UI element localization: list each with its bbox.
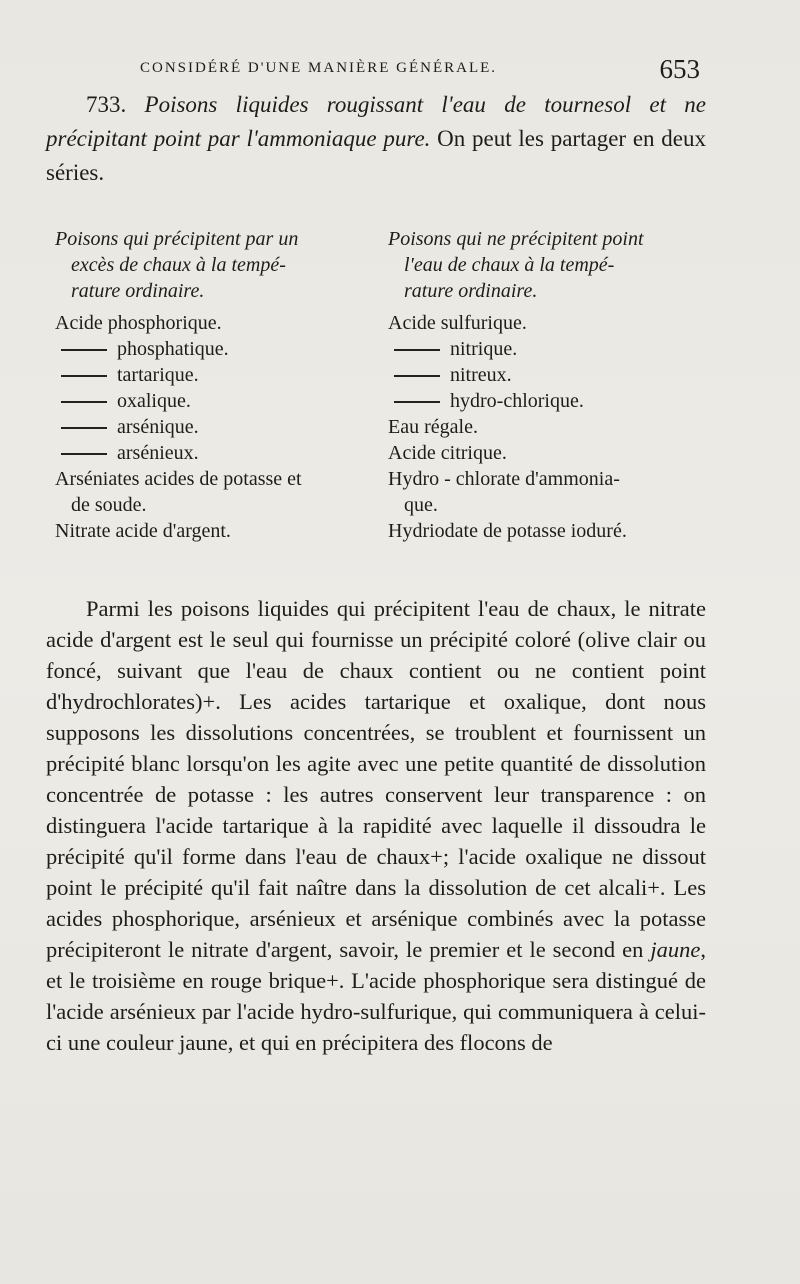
- ditto-dash: [61, 401, 107, 403]
- right-column-list: [388, 310, 706, 544]
- list-item: arsénique.: [55, 414, 373, 440]
- ditto-dash: [61, 375, 107, 377]
- ditto-dash: [394, 375, 440, 377]
- list-item: Acide phosphorique.: [55, 312, 222, 334]
- body-text: [46, 593, 706, 1058]
- section-lead: [46, 88, 706, 190]
- page-number: 653: [659, 54, 700, 84]
- section-number: 733.: [86, 92, 127, 117]
- list-item: phosphatique.: [55, 336, 373, 362]
- list-item: oxalique.: [55, 388, 373, 414]
- list-item: arsénieux.: [55, 440, 373, 466]
- ditto-dash: [61, 427, 107, 429]
- ditto-dash: [394, 349, 440, 351]
- section-intro: On peut les partager en deux séries.: [46, 126, 707, 185]
- ditto-dash: [61, 453, 107, 455]
- right-column: [388, 226, 706, 544]
- ditto-dash: [394, 401, 440, 403]
- list-item: nitreux.: [388, 362, 706, 388]
- list-item: Arséniates acides de potasse et de soude.: [55, 468, 302, 516]
- section-title: Poisons liquides rougissant l'eau de tournesol et ne précipitant point par l'ammoniaque pure.: [46, 92, 706, 151]
- list-item: Nitrate acide d'argent.: [55, 520, 231, 542]
- right-column-heading: Poisons qui ne précipitent point l'eau de chaux à la tempé- rature ordinaire.: [388, 228, 644, 302]
- list-item: hydro-chlorique.: [388, 388, 706, 414]
- list-item: nitrique.: [388, 336, 706, 362]
- running-head: CONSIDÉRÉ D'UNE MANIÈRE GÉNÉRALE.: [140, 60, 498, 76]
- list-item: Acide citrique.: [388, 442, 507, 464]
- list-item: tartarique.: [55, 362, 373, 388]
- ditto-dash: [61, 349, 107, 351]
- paragraph: Parmi les poisons liquides qui précipitent l'eau de chaux, le nitrate acide d'argent est le seul qui fournisse un précipité coloré (olive clair ou foncé, suivant que l'eau de chaux contient ou ne contient point d'hydrochlorates)+. Les acides tartarique et oxalique, dont nous supposons les dissolutions concentrées, se troublent et fournissent un précipité blanc lorsqu'on les agite avec une petite quantité de dissolution concentrée de potasse : les autres conservent leur transparence : on distinguera l'acide tartarique à la rapidité avec laquelle il dissoudra le précipité qu'il forme dans l'eau de chaux+; l'acide oxalique ne dissout point le précipité qu'il fait naître dans la dissolution de cet alcali+. Les acides phosphorique, arsénieux et arsénique combinés avec la potasse précipiteront le nitrate d'argent, savoir, le premier et le second en jaune, et le troisième en rouge brique+. L'acide phosphorique sera distingué de l'acide arsénieux par l'acide hydro-sulfurique, qui communiquera à celui-ci une couleur jaune, et qui en précipitera des flocons de: [46, 596, 707, 1055]
- left-column: [55, 226, 373, 544]
- list-item: Hydro - chlorate d'ammonia- que.: [388, 468, 620, 516]
- two-column-list: [55, 226, 705, 571]
- page-header: [140, 56, 700, 86]
- left-column-list: [55, 310, 373, 544]
- list-item: Hydriodate de potasse ioduré.: [388, 520, 627, 542]
- list-item: Eau régale.: [388, 416, 478, 438]
- list-item: Acide sulfurique.: [388, 312, 527, 334]
- left-column-heading: Poisons qui précipitent par un excès de chaux à la tempé- rature ordinaire.: [55, 228, 299, 302]
